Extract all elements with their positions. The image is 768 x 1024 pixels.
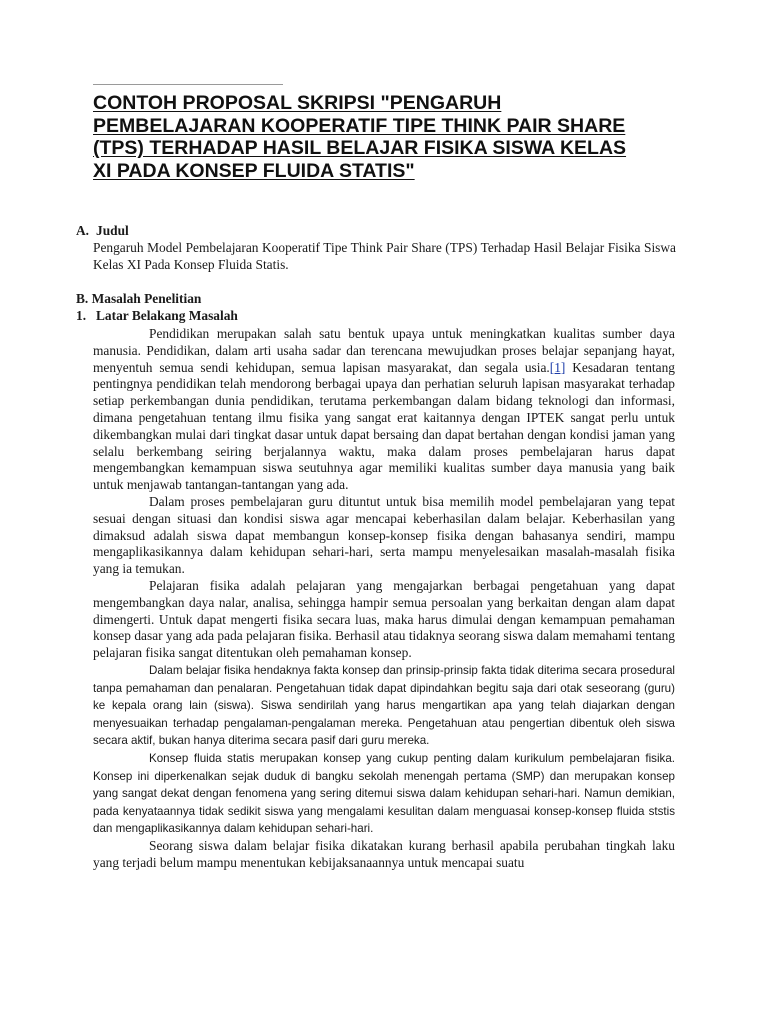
paragraph-1 bbox=[93, 326, 675, 494]
page-title bbox=[93, 92, 693, 182]
paragraph-4: Dalam belajar fisika hendaknya fakta konsep dan prinsip-prinsip fakta tidak diterima secara prosedural tanpa pemahaman dan penalaran. Pengetahuan tidak dapat dipindahkan begitu saja dari otak seseorang (guru) ke kepala orang lain (siswa). Siswa sendirilah yang harus mengartikan apa yang telah diajarkan dengan menyesuaikan terhadap pengalaman-pengalaman mereka. Pengetahuan atau pengertian dibentuk oleh siswa secara aktif, bukan hanya diterima secara pasif dari guru mereka. bbox=[93, 663, 675, 748]
section-a-title: Judul bbox=[96, 223, 129, 238]
subsection-title: Latar Belakang Masalah bbox=[96, 307, 238, 323]
title-line: XI PADA KONSEP FLUIDA STATIS" bbox=[93, 159, 415, 182]
section-masalah bbox=[76, 291, 676, 325]
paragraph-2: Dalam proses pembelajaran guru dituntut untuk bisa memilih model pembelajaran yang tepat sesuai dengan situasi dan kondisi siswa agar mencapai keberhasilan dalam belajar. Keberhasilan yang dimaksud adalah siswa dapat membangun konsep-konsep fisika dengan bahasanya sendiri, mampu mengaplikasikannya dalam kehidupan sehari-hari, serta mampu menyelesaikan masalah-masalah fisika yang ia temukan. bbox=[93, 493, 675, 577]
title-line: CONTOH PROPOSAL SKRIPSI "PENGARUH bbox=[93, 92, 502, 114]
section-judul bbox=[76, 223, 676, 273]
subsection-marker: 1. bbox=[76, 307, 87, 323]
section-a-heading bbox=[76, 223, 676, 240]
body-text bbox=[93, 326, 675, 871]
footnote-link[interactable]: [1] bbox=[549, 359, 566, 375]
paragraph-6: Seorang siswa dalam belajar fisika dikatakan kurang berhasil apabila perubahan tingkah laku yang terjadi belum mampu menentukan kebijaksanaannya untuk mencapai suatu bbox=[93, 837, 675, 870]
section-b-heading: B. Masalah Penelitian bbox=[76, 291, 202, 306]
paragraph-5: Konsep fluida statis merupakan konsep yang cukup penting dalam kurikulum pembelajaran fisika. Konsep ini diperkenalkan sejak duduk di bangku sekolah menengah pertama (SMP) dan merupakan konsep yang sangat dekat dengan fenomena yang sering ditemui siswa dalam kehidupan sehari-hari. Namun demikian, pada kenyataannya tidak sedikit siswa yang mengalami kesulitan dalam menguasai konsep-konsep fluida ststis dan mengaplikasikannya dalam kehidupan sehari-hari. bbox=[93, 751, 675, 836]
top-divider bbox=[93, 84, 283, 85]
paragraph-1-text: Pendidikan merupakan salah satu bentuk upaya untuk meningkatkan kualitas sumber daya manusia. Pendidikan, dalam arti usaha sadar dan terencana mewujudkan proses belajar sepanjang hayat, menyentuh semua sendi kehidupan, semua lapisan masyarakat, dan segala usia. bbox=[93, 326, 675, 375]
paragraph-3: Pelajaran fisika adalah pelajaran yang mengajarkan berbagai pengetahuan yang dapat mengembangkan daya nalar, analisa, sehingga hampir semua persoalan yang berkaitan dengan alam dapat dimengerti. Untuk dapat mengerti fisika secara luas, maka harus dimulai dengan kemampuan pemahaman konsep dasar yang ada pada pelajaran fisika. Berhasil atau tidaknya seorang siswa dalam memahami tentang pelajaran fisika sangat ditentukan oleh pemahaman konsep. bbox=[93, 577, 675, 661]
title-line: (TPS) TERHADAP HASIL BELAJAR FISIKA SISWA KELAS bbox=[93, 137, 627, 159]
section-a-marker: A. bbox=[76, 223, 90, 238]
paragraph-1-continued: Kesadaran tentang pentingnya pendidikan telah mendorong berbagai upaya dan perhatian seluruh lapisan masyarakat terhadap setiap perkembangan dunia pendidikan, terutama perkembangan dalam bidang teknologi dan informasi, dimana pengetahuan tentang ilmu fisika yang sangat erat kaitannya dengan IPTEK sangat perlu untuk dikembangkan mulai dari tingkat dasar untuk dapat bersaing dan dapat bertahan dengan kondisi jaman yang selalu berkembang seiring berjalannya waktu, maka dalam proses pembelajaran harus dapat mengembangkan kemampuan siswa seutuhnya agar memiliki kualitas sumber daya manusia yang baik untuk menjawab tantangan-tantangan yang ada. bbox=[93, 359, 675, 493]
judul-text: Pengaruh Model Pembelajaran Kooperatif Tipe Think Pair Share (TPS) Terhadap Hasil Belajar Fisika Siswa Kelas XI Pada Konsep Fluida Statis. bbox=[93, 239, 676, 272]
title-line: PEMBELAJARAN KOOPERATIF TIPE THINK PAIR SHARE bbox=[93, 114, 626, 137]
subsection-heading bbox=[76, 308, 676, 325]
